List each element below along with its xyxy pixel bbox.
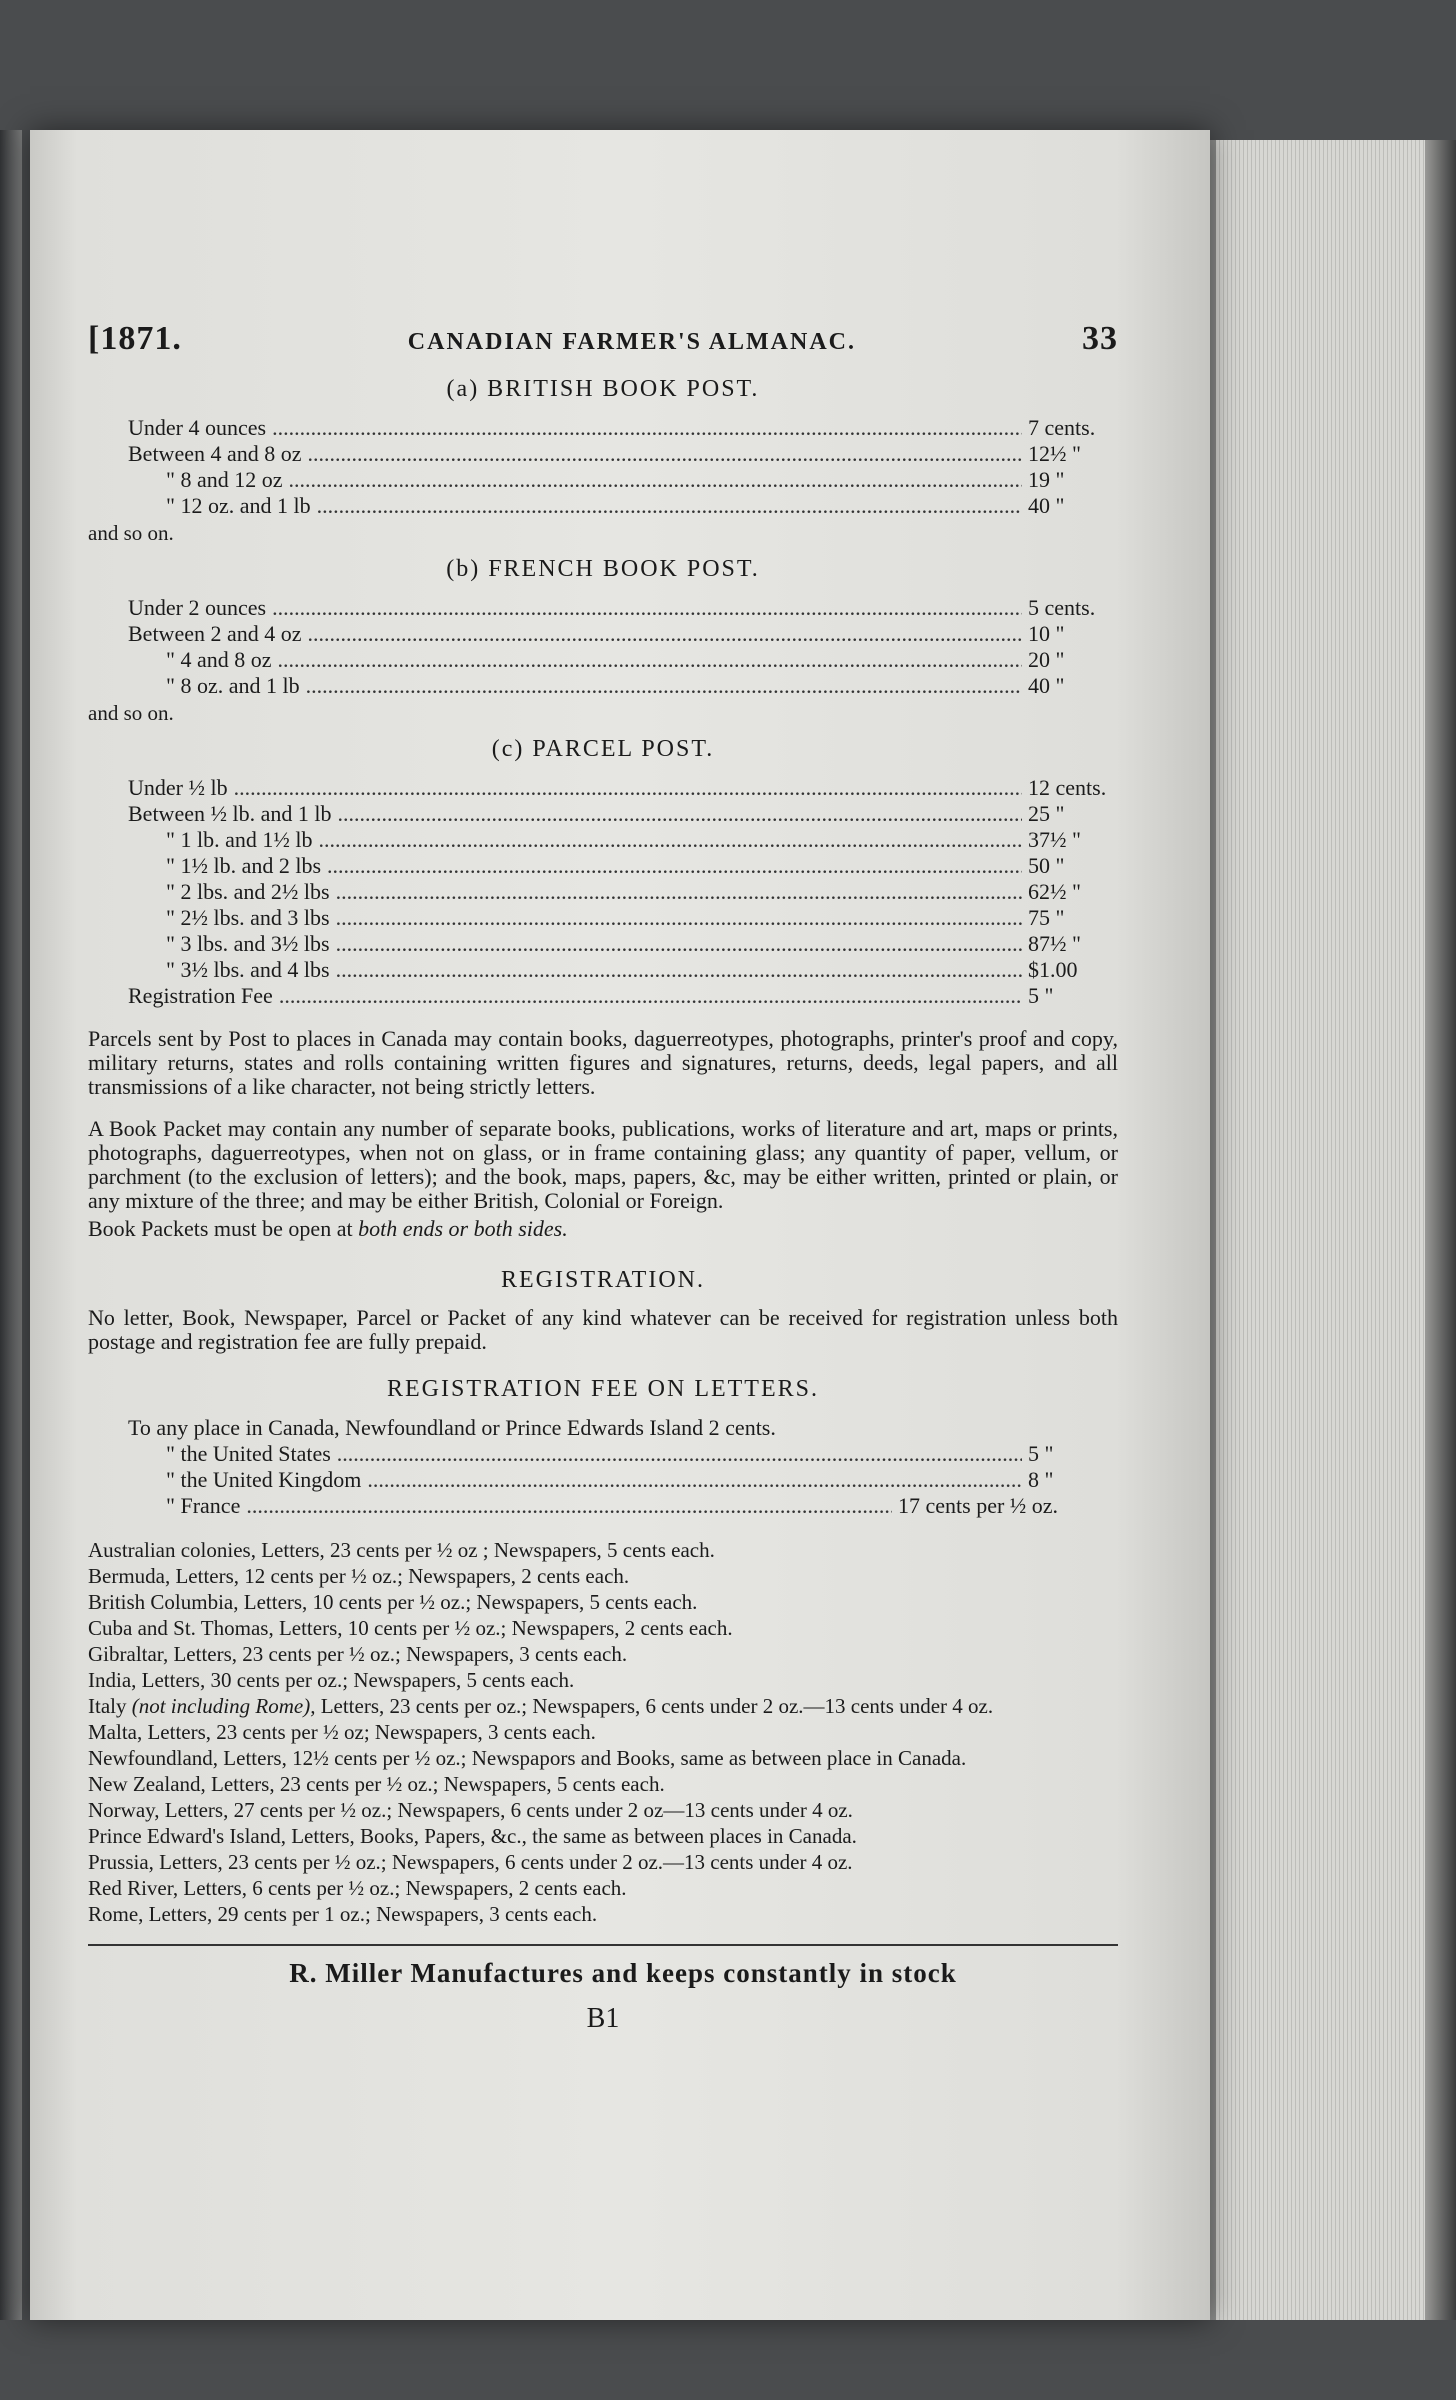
rate-label: " France: [166, 1493, 241, 1518]
rate-value: 19 ": [1028, 467, 1065, 492]
table-row: [128, 931, 1128, 957]
rate-value: 5 cents.: [1028, 595, 1096, 620]
rate-label: Between 4 and 8 oz: [128, 441, 302, 466]
list-item: Cuba and St. Thomas, Letters, 10 cents per ½ oz.; Newspapers, 2 cents each.: [88, 1616, 733, 1640]
list-item: Newfoundland, Letters, 12½ cents per ½ oz.; Newspapors and Books, same as between place in Canada.: [88, 1746, 967, 1770]
rate-value: 40 ": [1028, 493, 1065, 518]
header-year: [1871.: [88, 320, 182, 357]
rate-label: " 8 and 12 oz: [166, 467, 283, 492]
book-gutter: [0, 130, 22, 2320]
page-number: 33: [1081, 320, 1118, 357]
footer-rule: [88, 1944, 1118, 1946]
rate-label: " 8 oz. and 1 lb: [166, 673, 300, 698]
table-row: [128, 493, 1128, 519]
rate-value: 50 ": [1028, 853, 1065, 878]
rate-label: Between ½ lb. and 1 lb: [128, 801, 332, 826]
italy-prefix: Italy: [88, 1694, 127, 1718]
rate-label: " the United States: [166, 1441, 331, 1466]
footer-advertisement: R. Miller Manufactures and keeps constantly in stock: [289, 1958, 957, 1988]
list-item: New Zealand, Letters, 23 cents per ½ oz.; Newspapers, 5 cents each.: [88, 1772, 665, 1796]
registration-fee-title: REGISTRATION FEE ON LETTERS.: [387, 1376, 819, 1402]
table-row: [128, 1467, 1128, 1493]
page-edges: [1210, 140, 1446, 2320]
list-item: Australian colonies, Letters, 23 cents per ½ oz ; Newspapers, 5 cents each.: [88, 1538, 715, 1562]
rate-label: " 2 lbs. and 2½ lbs: [166, 879, 330, 904]
italy-rest: Letters, 23 cents per oz.; Newspapers, 6 cents under 2 oz.—13 cents under 4 oz.: [320, 1694, 994, 1718]
table-row: [128, 595, 1128, 621]
table-row: [128, 441, 1128, 467]
table-row: [128, 801, 1128, 827]
table-row: [128, 1441, 1128, 1467]
table-row: [128, 647, 1128, 673]
table-row: [128, 775, 1128, 801]
rate-value: 5 ": [1028, 983, 1054, 1008]
table-row: [128, 827, 1128, 853]
british-book-post-title: (a) BRITISH BOOK POST.: [446, 376, 760, 402]
rate-label: " 2½ lbs. and 3 lbs: [166, 905, 330, 930]
rate-label: " 12 oz. and 1 lb: [166, 493, 311, 518]
rate-value: 8 ": [1028, 1467, 1054, 1492]
reg-fee-first: To any place in Canada, Newfoundland or Prince Edwards Island 2 cents.: [128, 1415, 776, 1440]
rate-label: " 4 and 8 oz: [166, 647, 272, 672]
table-row: [128, 983, 1128, 1009]
table-row: [128, 673, 1128, 699]
almanac-page: [30, 130, 1210, 2320]
list-item: Norway, Letters, 27 cents per ½ oz.; Newspapers, 6 cents under 2 oz—13 cents under 4 oz.: [88, 1798, 853, 1822]
rate-label: " 3½ lbs. and 4 lbs: [166, 957, 330, 982]
french-tail: and so on.: [88, 701, 174, 725]
rate-label: " the United Kingdom: [166, 1467, 362, 1492]
header-title: CANADIAN FARMER'S ALMANAC.: [407, 329, 857, 355]
rate-label: Registration Fee: [128, 983, 273, 1008]
book-packet-paragraph: A Book Packet may contain any number of separate books, publications, works of literature and art, maps or prints, photographs, daguerreotypes, when not on glass, or in frame containing glass; any quantity of paper, vellum, or parchment (to the exclusion of letters); and the book, maps, papers, &c, may be either written, printed or plain, or any mixture of the three; and may be either British, Colonial or Foreign.: [88, 1116, 1118, 1213]
rate-label: Under 2 ounces: [128, 595, 267, 620]
rate-value: 40 ": [1028, 673, 1065, 698]
table-row: [128, 415, 1128, 441]
rate-label: Between 2 and 4 oz: [128, 621, 302, 646]
list-item: Prince Edward's Island, Letters, Books, Papers, &c., the same as between places in Canada.: [88, 1824, 857, 1848]
table-row: [128, 467, 1128, 493]
french-book-post-title: (b) FRENCH BOOK POST.: [446, 556, 760, 582]
table-row: [128, 905, 1128, 931]
open-ends-italic: both ends or both sides.: [358, 1216, 568, 1241]
parcel-rates: [128, 775, 1128, 1009]
parcel-post-title: (c) PARCEL POST.: [491, 736, 715, 762]
rate-value: 87½ ": [1028, 931, 1081, 956]
rate-label: " 1½ lb. and 2 lbs: [166, 853, 322, 878]
edge-shadow: [1425, 140, 1456, 2320]
table-row: [128, 957, 1128, 983]
table-row: [128, 879, 1128, 905]
british-tail: and so on.: [88, 521, 174, 545]
list-item: Prussia, Letters, 23 cents per ½ oz.; Newspapers, 6 cents under 2 oz.—13 cents under 4 oz.: [88, 1850, 853, 1874]
rate-label: Under 4 ounces: [128, 415, 267, 440]
list-item: Rome, Letters, 29 cents per 1 oz.; Newspapers, 3 cents each.: [88, 1902, 598, 1926]
rate-value: 62½ ": [1028, 879, 1081, 904]
list-item: Red River, Letters, 6 cents per ½ oz.; Newspapers, 2 cents each.: [88, 1876, 627, 1900]
running-header: [88, 320, 1118, 358]
rate-label: Under ½ lb: [128, 775, 228, 800]
list-item: India, Letters, 30 cents per oz.; Newspapers, 5 cents each.: [88, 1668, 575, 1692]
signature-mark: B1: [586, 2003, 620, 2034]
rate-value: 17 cents per ½ oz.: [898, 1493, 1059, 1518]
rate-value: 75 ": [1028, 905, 1065, 930]
rate-value: 12 cents.: [1028, 775, 1107, 800]
rate-value: 20 ": [1028, 647, 1065, 672]
list-item: Gibraltar, Letters, 23 cents per ½ oz.; Newspapers, 3 cents each.: [88, 1642, 628, 1666]
country-rates: [88, 1539, 1118, 1926]
open-ends-prefix: Book Packets must be open at: [88, 1216, 353, 1241]
list-item-italy: [88, 1695, 1118, 1718]
italy-italic: (not including Rome),: [131, 1694, 316, 1718]
open-ends-note: [88, 1217, 1118, 1241]
registration-text: No letter, Book, Newspaper, Parcel or Packet of any kind whatever can be received for registration unless both postage and registration fee are fully prepaid.: [88, 1305, 1118, 1354]
rate-value: 37½ ": [1028, 827, 1081, 852]
list-item: Bermuda, Letters, 12 cents per ½ oz.; Newspapers, 2 cents each.: [88, 1564, 630, 1588]
rate-value: 5 ": [1028, 1441, 1054, 1466]
page-content: [88, 320, 1118, 2035]
french-rates: [128, 595, 1128, 699]
rate-value: $1.00: [1028, 957, 1078, 982]
rate-value: 10 ": [1028, 621, 1065, 646]
rate-value: 25 ": [1028, 801, 1065, 826]
rate-label: " 1 lb. and 1½ lb: [166, 827, 313, 852]
list-item: British Columbia, Letters, 10 cents per ½ oz.; Newspapers, 5 cents each.: [88, 1590, 698, 1614]
table-row: [128, 1493, 1128, 1519]
rate-value: 12½ ": [1028, 441, 1081, 466]
rate-value: 7 cents.: [1028, 415, 1096, 440]
rate-label: " 3 lbs. and 3½ lbs: [166, 931, 330, 956]
registration-title: REGISTRATION.: [501, 1267, 705, 1293]
registration-fee-list: [128, 1415, 1128, 1519]
list-item: Malta, Letters, 23 cents per ½ oz; Newspapers, 3 cents each.: [88, 1720, 596, 1744]
table-row: [128, 621, 1128, 647]
parcels-paragraph: Parcels sent by Post to places in Canada may contain books, daguerreotypes, photographs, printer's proof and copy, military returns, states and rolls containing written figures and signatures, returns, deeds, legal papers, and all transmissions of a like character, not being strictly letters.: [88, 1026, 1118, 1099]
british-rates: [128, 415, 1128, 519]
table-row: [128, 853, 1128, 879]
